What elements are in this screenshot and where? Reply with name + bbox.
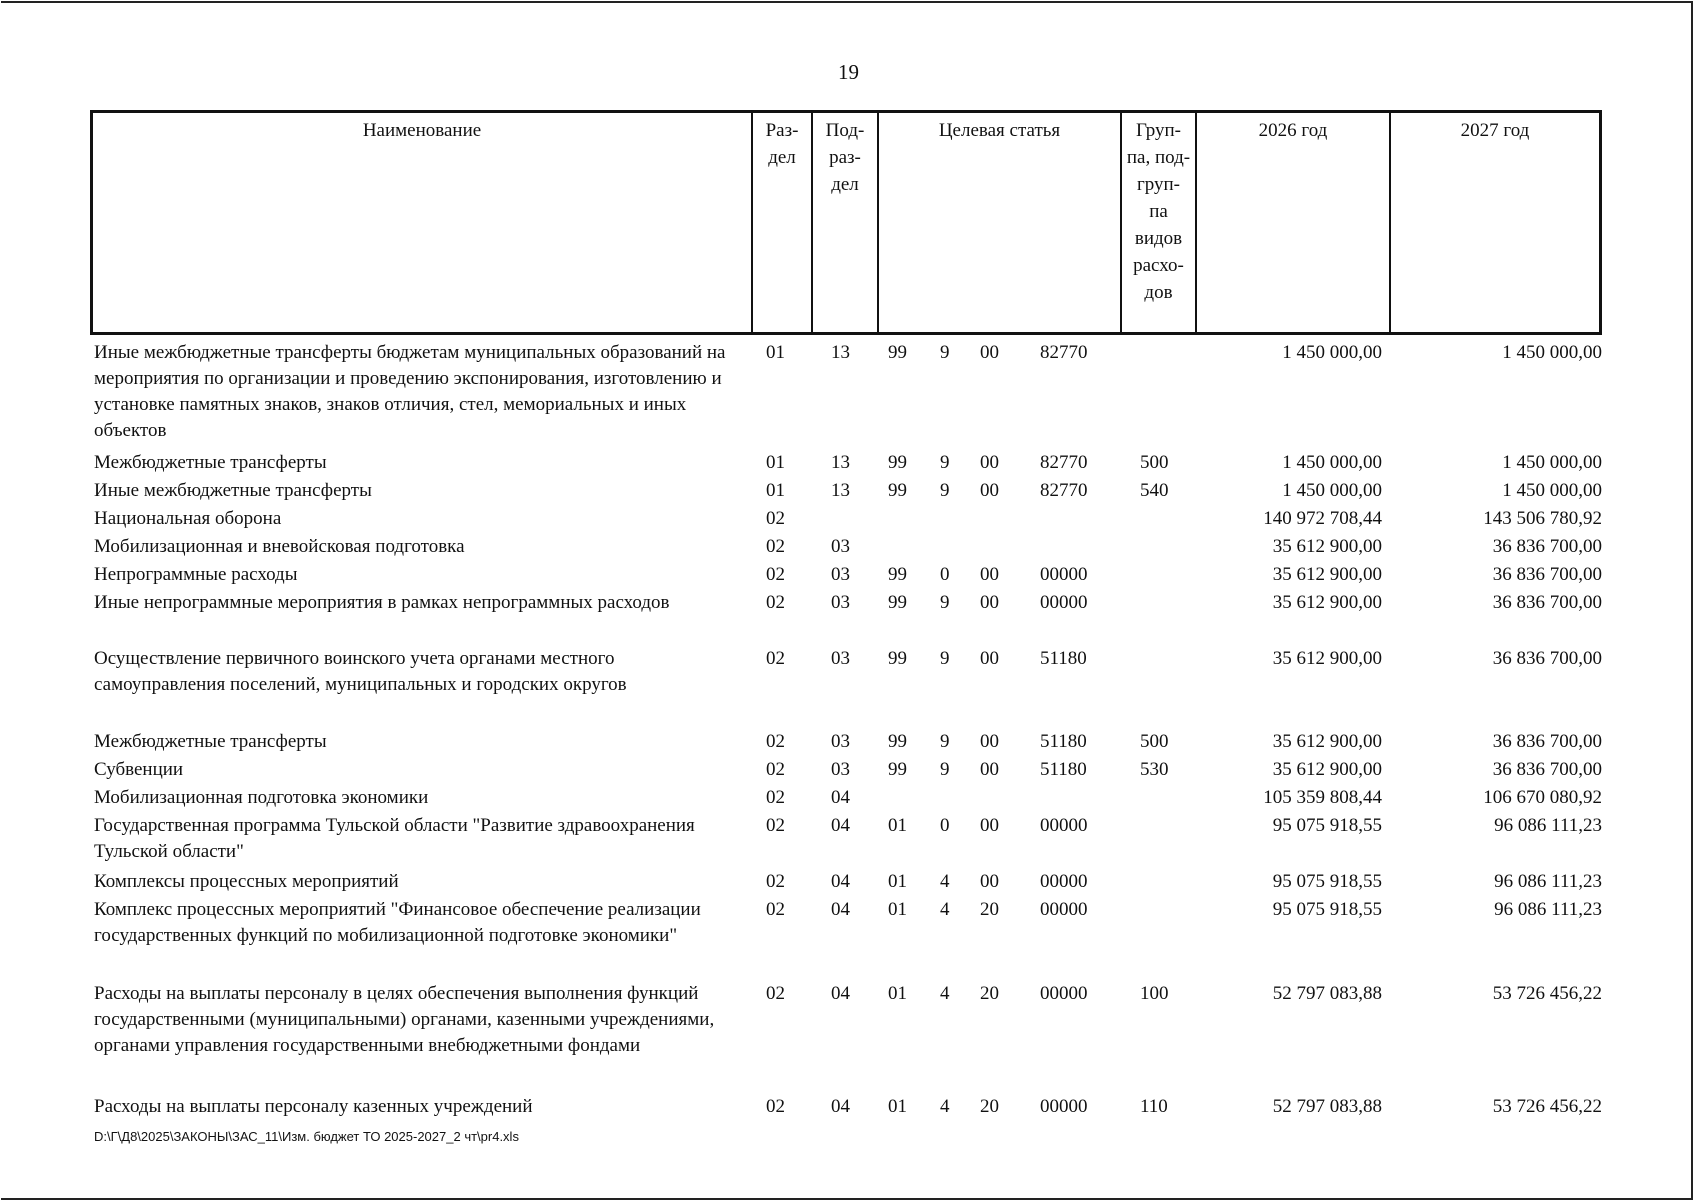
cell-t4: 00000 xyxy=(1040,592,1088,613)
cell-razdel: 02 xyxy=(766,1096,785,1117)
cell-razdel: 02 xyxy=(766,983,785,1004)
cell-t3: 00 xyxy=(980,871,999,892)
cell-t3: 20 xyxy=(980,983,999,1004)
cell-razdel: 02 xyxy=(766,871,785,892)
cell-podrazdel: 13 xyxy=(831,342,850,363)
cell-y2026: 1 450 000,00 xyxy=(1282,342,1382,363)
cell-t1: 99 xyxy=(888,480,907,501)
cell-t1: 01 xyxy=(888,899,907,920)
cell-podrazdel: 03 xyxy=(831,564,850,585)
cell-t2: 9 xyxy=(940,759,950,780)
cell-y2027: 36 836 700,00 xyxy=(1492,592,1602,613)
cell-y2026: 105 359 808,44 xyxy=(1263,787,1382,808)
cell-y2027: 36 836 700,00 xyxy=(1492,564,1602,585)
cell-t2: 9 xyxy=(940,452,950,473)
cell-podrazdel: 03 xyxy=(831,592,850,613)
cell-y2027: 1 450 000,00 xyxy=(1502,452,1602,473)
cell-razdel: 01 xyxy=(766,342,785,363)
cell-name: Расходы на выплаты персоналу в целях обеспечения выполнения функций государственными (муниципальными) органами, казенными учреждениями, органами управления государственными внебюджетными фондами xyxy=(94,983,715,1056)
cell-t1: 99 xyxy=(888,342,907,363)
cell-y2026: 35 612 900,00 xyxy=(1272,731,1382,752)
cell-name: Национальная оборона xyxy=(94,508,282,529)
header-name xyxy=(93,113,753,332)
cell-group: 110 xyxy=(1140,1096,1168,1117)
cell-t2: 4 xyxy=(940,871,950,892)
cell-razdel: 02 xyxy=(766,648,785,669)
cell-y2027: 1 450 000,00 xyxy=(1502,342,1602,363)
cell-podrazdel: 03 xyxy=(831,648,850,669)
cell-t1: 99 xyxy=(888,759,907,780)
cell-y2026: 1 450 000,00 xyxy=(1282,480,1382,501)
cell-t3: 00 xyxy=(980,342,999,363)
cell-y2026: 35 612 900,00 xyxy=(1272,564,1382,585)
cell-t4: 00000 xyxy=(1040,564,1088,585)
cell-name: Комплексы процессных мероприятий xyxy=(94,871,399,892)
cell-y2026: 35 612 900,00 xyxy=(1272,648,1382,669)
cell-group: 530 xyxy=(1140,759,1169,780)
cell-y2026: 1 450 000,00 xyxy=(1282,452,1382,473)
cell-y2026: 95 075 918,55 xyxy=(1272,871,1382,892)
header-podrazdel: Под- раз- дел xyxy=(813,113,879,332)
cell-razdel: 02 xyxy=(766,536,785,557)
cell-t2: 4 xyxy=(940,899,950,920)
cell-razdel: 02 xyxy=(766,787,785,808)
cell-podrazdel: 03 xyxy=(831,731,850,752)
cell-podrazdel: 13 xyxy=(831,452,850,473)
cell-t1: 99 xyxy=(888,648,907,669)
cell-razdel: 02 xyxy=(766,815,785,836)
cell-t2: 4 xyxy=(940,1096,950,1117)
cell-name: Иные непрограммные мероприятия в рамках непрограммных расходов xyxy=(94,592,670,613)
cell-podrazdel: 04 xyxy=(831,787,850,808)
cell-y2026: 35 612 900,00 xyxy=(1272,592,1382,613)
cell-t1: 01 xyxy=(888,983,907,1004)
cell-t2: 9 xyxy=(940,480,950,501)
cell-t2: 0 xyxy=(940,564,950,585)
cell-y2027: 53 726 456,22 xyxy=(1492,983,1602,1004)
cell-name: Осуществление первичного воинского учета органами местного самоуправления поселений, муниципальных и городских округов xyxy=(94,648,627,695)
cell-t2: 0 xyxy=(940,815,950,836)
cell-t3: 00 xyxy=(980,759,999,780)
cell-podrazdel: 04 xyxy=(831,815,850,836)
cell-t4: 00000 xyxy=(1040,871,1088,892)
cell-name: Комплекс процессных мероприятий "Финансовое обеспечение реализации государственных функций по мобилизационной подготовке экономики" xyxy=(94,899,701,946)
cell-t4: 82770 xyxy=(1040,342,1088,363)
cell-y2026: 95 075 918,55 xyxy=(1272,899,1382,920)
cell-podrazdel: 13 xyxy=(831,480,850,501)
cell-t3: 00 xyxy=(980,452,999,473)
cell-y2026: 140 972 708,44 xyxy=(1263,508,1382,529)
cell-y2027: 96 086 111,23 xyxy=(1494,899,1602,920)
header-group: Груп- па, под- груп- па видов расхо- дов xyxy=(1122,113,1197,332)
page-number: 19 xyxy=(838,60,859,84)
cell-t3: 00 xyxy=(980,480,999,501)
cell-t2: 9 xyxy=(940,342,950,363)
cell-y2026: 52 797 083,88 xyxy=(1272,1096,1382,1117)
cell-t4: 00000 xyxy=(1040,983,1088,1004)
cell-razdel: 01 xyxy=(766,452,785,473)
header-2026: 2026 год xyxy=(1197,113,1391,332)
cell-t3: 00 xyxy=(980,815,999,836)
cell-t3: 20 xyxy=(980,1096,999,1117)
cell-name: Расходы на выплаты персоналу казенных учреждений xyxy=(94,1096,533,1117)
cell-t3: 20 xyxy=(980,899,999,920)
cell-y2027: 36 836 700,00 xyxy=(1492,648,1602,669)
cell-y2027: 36 836 700,00 xyxy=(1492,759,1602,780)
cell-podrazdel: 04 xyxy=(831,871,850,892)
cell-y2027: 36 836 700,00 xyxy=(1492,731,1602,752)
table-header xyxy=(90,110,1602,335)
cell-y2027: 36 836 700,00 xyxy=(1492,536,1602,557)
cell-t4: 00000 xyxy=(1040,899,1088,920)
cell-podrazdel: 04 xyxy=(831,983,850,1004)
cell-podrazdel: 03 xyxy=(831,536,850,557)
cell-t4: 82770 xyxy=(1040,452,1088,473)
cell-y2027: 96 086 111,23 xyxy=(1494,815,1602,836)
cell-razdel: 01 xyxy=(766,480,785,501)
cell-razdel: 02 xyxy=(766,508,785,529)
cell-t4: 00000 xyxy=(1040,1096,1088,1117)
cell-y2027: 106 670 080,92 xyxy=(1483,787,1602,808)
cell-razdel: 02 xyxy=(766,759,785,780)
cell-y2026: 52 797 083,88 xyxy=(1272,983,1382,1004)
cell-group: 100 xyxy=(1140,983,1169,1004)
cell-name: Межбюджетные трансферты xyxy=(94,452,327,473)
cell-t2: 9 xyxy=(940,648,950,669)
cell-y2027: 143 506 780,92 xyxy=(1483,508,1602,529)
cell-t4: 51180 xyxy=(1040,759,1087,780)
cell-name: Иные межбюджетные трансферты xyxy=(94,480,372,501)
cell-razdel: 02 xyxy=(766,899,785,920)
cell-y2026: 95 075 918,55 xyxy=(1272,815,1382,836)
cell-t1: 99 xyxy=(888,731,907,752)
cell-name: Межбюджетные трансферты xyxy=(94,731,327,752)
cell-y2026: 35 612 900,00 xyxy=(1272,759,1382,780)
cell-name: Мобилизационная подготовка экономики xyxy=(94,787,429,808)
cell-group: 540 xyxy=(1140,480,1169,501)
header-name-label: Наименование xyxy=(362,120,482,141)
cell-t1: 99 xyxy=(888,592,907,613)
cell-group: 500 xyxy=(1140,731,1169,752)
cell-name: Иные межбюджетные трансферты бюджетам муниципальных образований на мероприятия по организации и проведению экспонирования, изготовлению и установке памятных знаков, знаков отличия, стел, мемориальных и иных объектов xyxy=(94,342,726,441)
cell-group: 500 xyxy=(1140,452,1169,473)
cell-name: Субвенции xyxy=(94,759,184,780)
cell-razdel: 02 xyxy=(766,731,785,752)
file-path: D:\Г\Д8\2025\ЗАКОНЫ\ЗАС_11\Изм. бюджет ТО 2025-2027_2 чт\pr4.xls xyxy=(94,1129,519,1144)
cell-t3: 00 xyxy=(980,648,999,669)
cell-name: Государственная программа Тульской области "Развитие здравоохранения Тульской области" xyxy=(94,815,695,862)
cell-podrazdel: 04 xyxy=(831,1096,850,1117)
cell-name: Непрограммные расходы xyxy=(94,564,298,585)
cell-t4: 00000 xyxy=(1040,815,1088,836)
cell-t2: 4 xyxy=(940,983,950,1004)
header-razdel: Раз- дел xyxy=(753,113,813,332)
cell-y2027: 1 450 000,00 xyxy=(1502,480,1602,501)
cell-t1: 99 xyxy=(888,452,907,473)
cell-t2: 9 xyxy=(940,731,950,752)
cell-t4: 51180 xyxy=(1040,648,1087,669)
cell-t3: 00 xyxy=(980,731,999,752)
cell-y2027: 53 726 456,22 xyxy=(1492,1096,1602,1117)
header-2027: 2027 год xyxy=(1460,120,1530,141)
cell-name: Мобилизационная и вневойсковая подготовка xyxy=(94,536,465,557)
cell-t3: 00 xyxy=(980,592,999,613)
cell-t2: 9 xyxy=(940,592,950,613)
cell-y2026: 35 612 900,00 xyxy=(1272,536,1382,557)
cell-t3: 00 xyxy=(980,564,999,585)
cell-t4: 51180 xyxy=(1040,731,1087,752)
header-target: Целевая статья xyxy=(879,113,1122,332)
cell-t1: 99 xyxy=(888,564,907,585)
cell-t1: 01 xyxy=(888,1096,907,1117)
cell-y2027: 96 086 111,23 xyxy=(1494,871,1602,892)
cell-podrazdel: 04 xyxy=(831,899,850,920)
cell-razdel: 02 xyxy=(766,592,785,613)
cell-podrazdel: 03 xyxy=(831,759,850,780)
cell-razdel: 02 xyxy=(766,564,785,585)
cell-t1: 01 xyxy=(888,815,907,836)
cell-t4: 82770 xyxy=(1040,480,1088,501)
cell-t1: 01 xyxy=(888,871,907,892)
